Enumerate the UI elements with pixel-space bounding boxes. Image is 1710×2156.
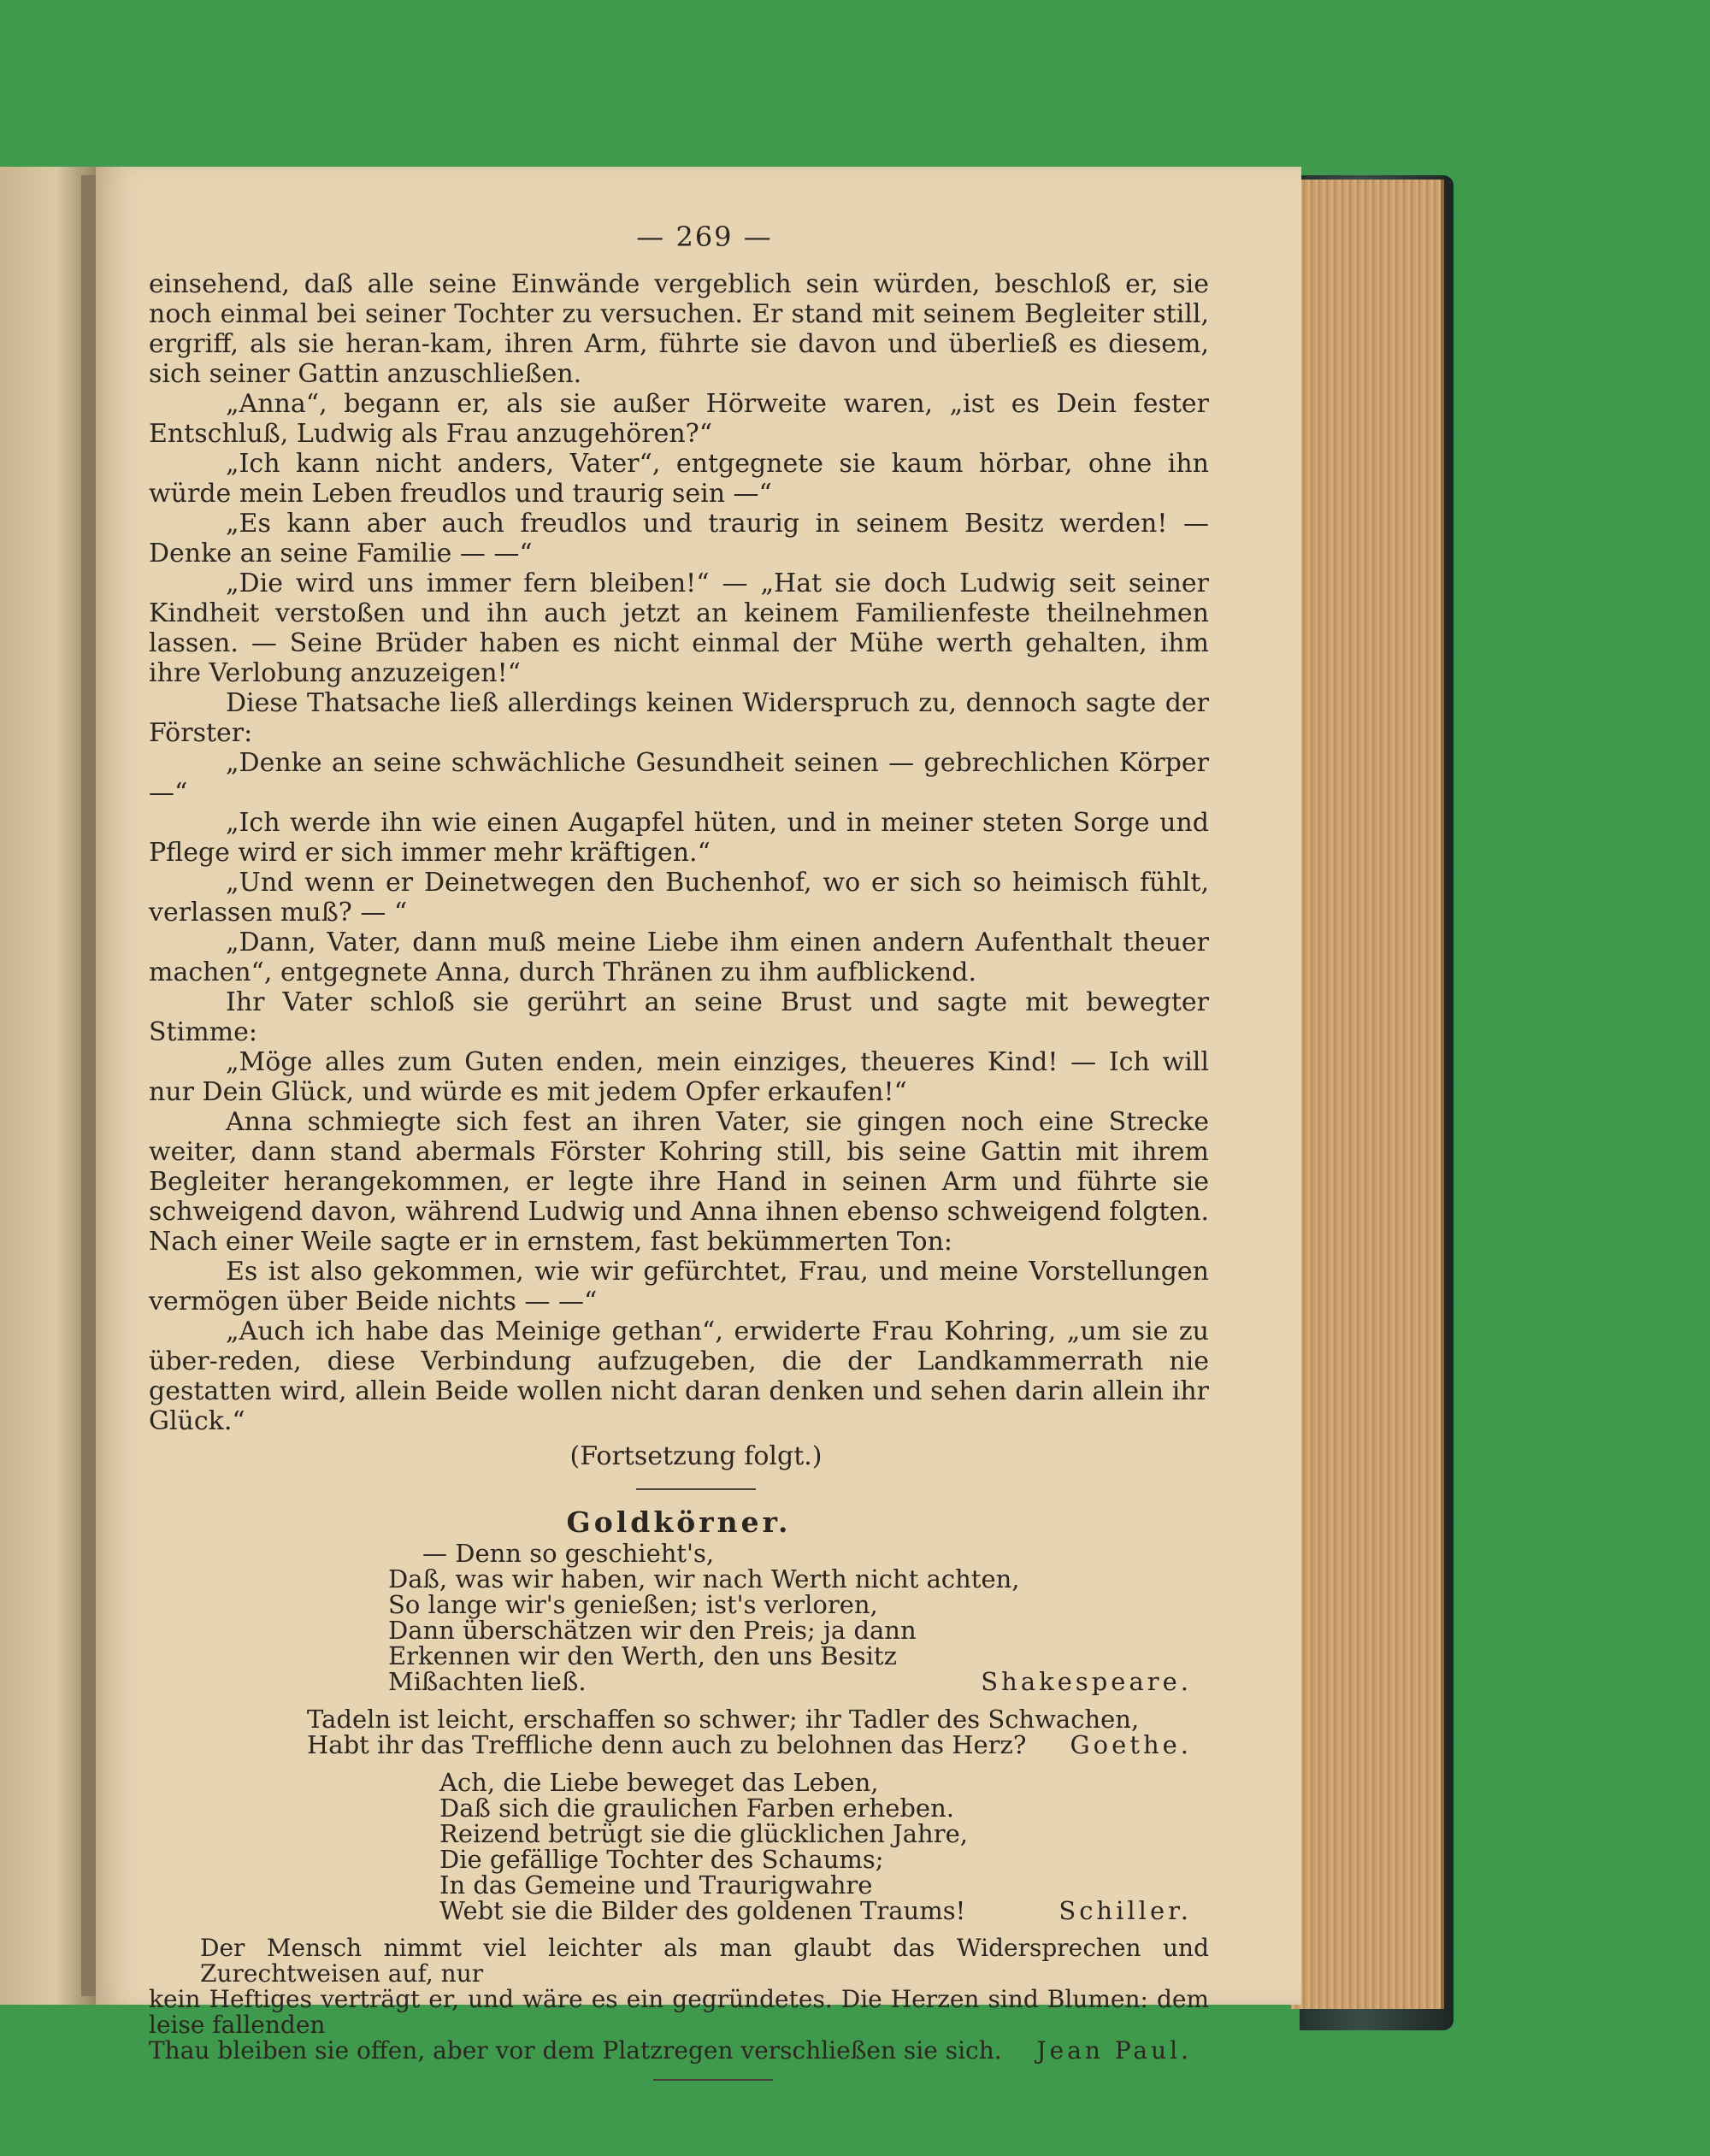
paragraph: „Es kann aber auch freudlos und traurig in seinem Besitz werden! — Denke an seine Familie — —“ [149,509,1209,568]
quote-goethe [307,1706,1209,1758]
end-divider [653,2079,773,2081]
paragraph: „Die wird uns immer fern bleiben!“ — „Hat sie doch Ludwig seit seiner Kindheit verstoßen und ihn auch jetzt an keinem Familienfeste theilnehmen lassen. — Seine Brüder haben es nicht einmal der Mühe werth gehalten, ihm ihre Verlobung anzuzeigen!“ [149,568,1209,688]
paragraph: „Möge alles zum Guten enden, mein einziges, theueres Kind! — Ich will nur Dein Glück, und würde es mit jedem Opfer erkaufen!“ [149,1047,1209,1107]
section-title: Goldkörner. [566,1505,792,1539]
paragraph: „Dann, Vater, dann muß meine Liebe ihm einen andern Aufenthalt theuer machen“, entgegnete Anna, durch Thränen zu ihm aufblickend. [149,928,1209,987]
paragraph: „Denke an seine schwächliche Gesundheit seinen — gebrechlichen Körper —“ [149,748,1209,808]
prose-line: kein Heftiges verträgt er, und wäre es ein gegründetes. Die Herzen sind Blumen: dem leise fallenden [149,1985,1209,2039]
paragraph: einsehend, daß alle seine Einwände vergeblich sein würden, beschloß er, sie noch einmal bei seiner Tochter zu versuchen. Er stand mit seinem Begleiter still, ergriff, als sie heran-kam, ihren Arm, führte sie davon und überließ es diesem, sich seiner Gattin anzuschließen. [149,269,1209,389]
poem-line: So lange wir's genießen; ist's verloren, [388,1590,878,1619]
paragraph: Diese Thatsache ließ allerdings keinen Widerspruch zu, dennoch sagte der Förster: [149,688,1209,748]
paragraph: Ihr Vater schloß sie gerührt an seine Brust und sagte mit bewegter Stimme: [149,987,1209,1047]
paragraph: Es ist also gekommen, wie wir gefürchtet, Frau, und meine Vorstellungen vermögen über Beide nichts — —“ [149,1257,1209,1317]
poem-line: — Denn so geschieht's, [422,1539,715,1568]
poem-line: Erkennen wir den Werth, den uns Besitz [388,1641,897,1670]
quote-schiller [439,1770,1209,1923]
poem-line: Mißachten ließ. [388,1667,587,1696]
page-number: — 269 — [636,221,773,253]
poem-row [439,1898,1209,1923]
poem-line: Daß, was wir haben, wir nach Werth nicht achten, [388,1564,1020,1593]
poem-line: Habt ihr das Treffliche denn auch zu belohnen das Herz? [307,1730,1027,1759]
poem-line: Daß sich die graulichen Farben erheben. [439,1794,954,1823]
poem-row [388,1669,1209,1694]
quote-author: Jean Paul. [1036,2036,1192,2065]
quote-author: Goethe. [1070,1730,1192,1759]
poem-line: Webt sie die Bilder des goldenen Traums! [439,1896,966,1925]
quote-author: Schiller. [1058,1896,1192,1925]
prose-line: Der Mensch nimmt viel leichter als man glaubt das Widersprechen und Zurechtweisen auf, nur [200,1934,1209,1988]
poem-line: Die gefällige Tochter des Schaums; [439,1845,884,1874]
poem-row [307,1732,1209,1758]
quote-shakespeare [388,1540,1209,1694]
paragraph: „Und wenn er Deinetwegen den Buchenhof, wo er sich so heimisch fühlt, verlassen muß? — “ [149,868,1209,928]
poem-line: Dann überschätzen wir den Preis; ja dann [388,1616,917,1645]
paragraph: „Anna“, begann er, als sie außer Hörweite waren, „ist es Dein fester Entschluß, Ludwig als Frau anzugehören?“ [149,389,1209,449]
poem-line: In das Gemeine und Traurigwahre [439,1870,873,1900]
continuation-note: (Fortsetzung folgt.) [569,1441,823,1471]
paragraph: Anna schmiegte sich fest an ihren Vater, sie gingen noch eine Strecke weiter, dann stand abermals Förster Kohring still, bis seine Gattin mit ihrem Begleiter herangekommen, er legte ihre Hand in seinen Arm und führte sie schweigend davon, während Ludwig und Anna ihnen ebenso schweigend folgten. Nach einer Weile sagte er in ernstem, fast bekümmerten Ton: [149,1107,1209,1257]
section-divider [636,1488,756,1490]
poem-line: Tadeln ist leicht, erschaffen so schwer; ihr Tadler des Schwachen, [307,1705,1140,1734]
poem-line: Ach, die Liebe beweget das Leben, [439,1768,879,1797]
poem-line: Reizend betrügt sie die glücklichen Jahre, [439,1819,968,1848]
paragraph: „Ich kann nicht anders, Vater“, entgegnete sie kaum hörbar, ohne ihn würde mein Leben freudlos und traurig sein —“ [149,449,1209,509]
page-stack-edge [1291,180,1444,2009]
book-page [96,167,1301,2065]
paragraph: „Auch ich habe das Meinige gethan“, erwiderte Frau Kohring, „um sie zu über-reden, diese Verbindung aufzugeben, die der Landkammerrath nie gestatten wird, allein Beide wollen nicht daran denken und sehen darin allein ihr Glück.“ [149,1317,1209,1436]
quote-jean-paul [149,1935,1209,2064]
prose-line: Thau bleiben sie offen, aber vor dem Platzregen verschließen sie sich. [149,2036,1002,2065]
poem-row [149,2038,1209,2064]
page-content [149,222,1209,2081]
quote-author: Shakespeare. [981,1667,1192,1696]
paragraph: „Ich werde ihn wie einen Augapfel hüten, und in meiner steten Sorge und Pflege wird er sich immer mehr kräftigen.“ [149,808,1209,868]
